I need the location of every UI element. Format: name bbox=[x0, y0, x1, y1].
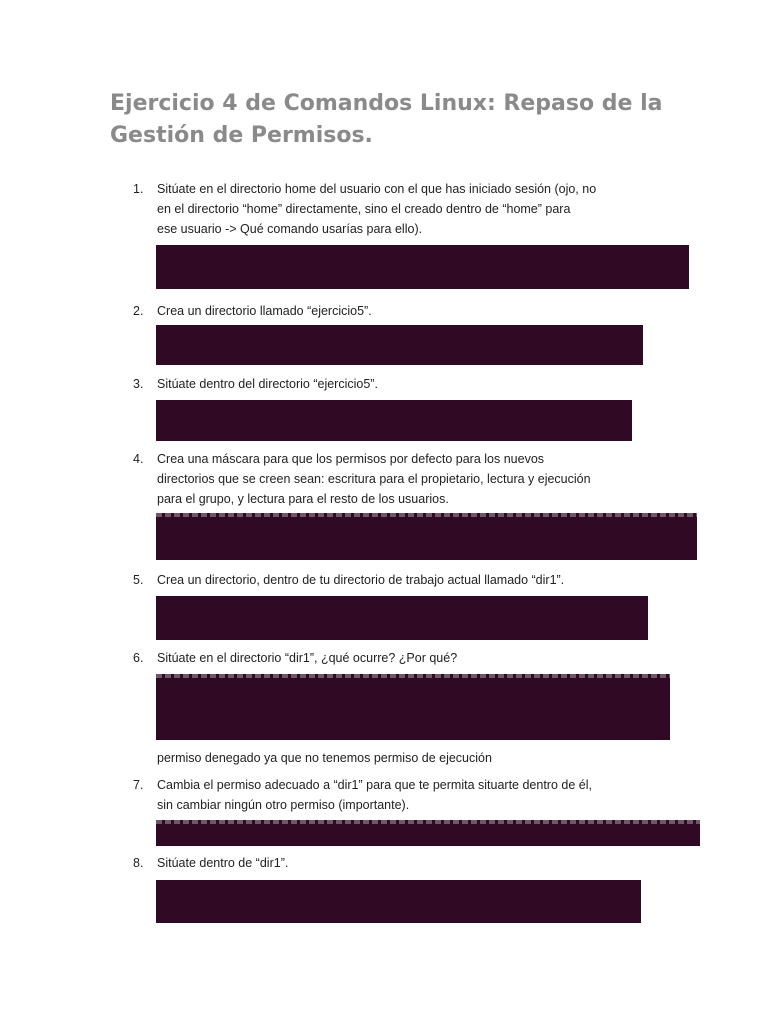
item-number: 1. bbox=[133, 182, 144, 196]
cropped-line-edge bbox=[156, 820, 700, 824]
item-text-line: ese usuario -> Qué comando usarías para ello). bbox=[157, 222, 423, 236]
title-line-1: Ejercicio 4 de Comandos Linux: Repaso de la bbox=[110, 91, 663, 116]
terminal-screenshot-7 bbox=[156, 820, 700, 846]
item-number: 8. bbox=[133, 856, 144, 870]
item-text-line: Sitúate dentro de “dir1”. bbox=[157, 856, 289, 870]
terminal-command bbox=[394, 288, 534, 289]
terminal-screenshot-4 bbox=[156, 513, 697, 560]
item-text-line: Cambia el permiso adecuado a “dir1” para que te permita situarte dentro de él, bbox=[157, 778, 592, 792]
item-number: 3. bbox=[133, 377, 144, 391]
terminal-screenshot-1 bbox=[156, 245, 689, 289]
item-text-line: Crea un directorio llamado “ejercicio5”. bbox=[157, 304, 372, 318]
item-number: 6. bbox=[133, 651, 144, 665]
terminal-screenshot-5 bbox=[156, 596, 648, 640]
item-number: 4. bbox=[133, 452, 144, 466]
terminal-screenshot-6 bbox=[156, 674, 670, 740]
page-title bbox=[110, 88, 710, 152]
item-text-line: Sitúate dentro del directorio “ejercicio5”. bbox=[157, 377, 378, 391]
terminal-screenshot-2 bbox=[156, 325, 643, 365]
answer-note: permiso denegado ya que no tenemos permiso de ejecución bbox=[157, 751, 492, 765]
item-text-line: sin cambiar ningún otro permiso (importante). bbox=[157, 798, 410, 812]
item-text-line: Sitúate en el directorio “dir1”, ¿qué ocurre? ¿Por qué? bbox=[157, 651, 458, 665]
item-number: 5. bbox=[133, 573, 144, 587]
cropped-line-edge bbox=[156, 513, 697, 517]
terminal-screenshot-3 bbox=[156, 400, 632, 441]
title-line-2: Gestión de Permisos. bbox=[110, 123, 373, 148]
item-number: 7. bbox=[133, 778, 144, 792]
item-text-line: Crea un directorio, dentro de tu directorio de trabajo actual llamado “dir1”. bbox=[157, 573, 565, 587]
item-text-line: para el grupo, y lectura para el resto de los usuarios. bbox=[157, 492, 449, 506]
terminal-screenshot-8 bbox=[156, 880, 641, 923]
item-text-line: Sitúate en el directorio home del usuario con el que has iniciado sesión (ojo, no bbox=[157, 182, 597, 196]
prompt-user bbox=[158, 288, 368, 289]
cropped-line-edge bbox=[156, 674, 670, 678]
item-number: 2. bbox=[133, 304, 144, 318]
item-text-line: Crea una máscara para que los permisos por defecto para los nuevos bbox=[157, 452, 545, 466]
item-text-line: en el directorio “home” directamente, sino el creado dentro de “home” para bbox=[157, 202, 571, 216]
item-text-line: directorios que se creen sean: escritura para el propietario, lectura y ejecución bbox=[157, 472, 591, 486]
